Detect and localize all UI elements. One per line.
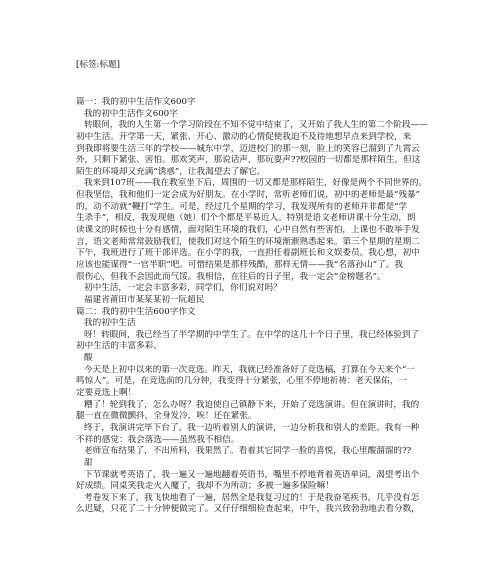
tag-label: [标签:标题] [76, 60, 120, 70]
text-line: 好成绩。同桌笑我走火入魔了，我却不为所动；多被一遍多保险嘛！ [76, 481, 334, 492]
text-line: 篇一：我的初中生活作文600字 [76, 97, 196, 107]
text-line: 定要竞选上啊！ [76, 388, 137, 399]
text-line: 到我即将要生活三年的学校——城东中学，迈进校门的那一刻，脸上的笑容已溜到了九霄云 [76, 143, 420, 154]
text-line: 的，动不动就“鞭打”学生。可是，经过几个星期的学习，我发现所有的老师并非都是“学 [76, 201, 408, 212]
text-line: 生杀手”，相反，我发现他（她）们个个都是平易近人。特别是语文老师讲课十分生动，朗 [76, 213, 416, 224]
text-line: 初中生活的丰富多彩。 [76, 341, 162, 352]
text-line: 转眼间，我的人生第一个学习阶段在不知不觉中结束了，又开始了我人生的第二个阶段—— [84, 120, 428, 131]
text-line: 下节课就考英语了，我一遍又一遍地翻着英语书，嘴里不停地背着英语单词，渴望考出个 [84, 469, 420, 480]
text-line: 老师宣布结果了，不出所料，我果然了。看着其它同学一脸的喜悦，我心里酸溜溜的?? [84, 446, 412, 457]
text-line: 我来到107班——我在教室坐下后，周围的一切又都是那样陌生，好像是两个不同世界的。 [84, 178, 427, 189]
text-line: 糟了！轮到我了，怎么办呀？我迫使自己镇静下来，开始了竞选演讲。但在演讲时，我的 [84, 399, 420, 410]
text-line: 应该也能谋得“一官半职”吧。可惜结果是那样残酷，那样无情——我“名落孙山”了。我 [76, 259, 403, 270]
text-line: 终于，我演讲完毕下台了。我一边听着别人的演讲，一边分析我和别人的差距。我有一种 [84, 422, 420, 433]
text-line: 呀！转眼间，我已经当了半学期的中学生了。在中学的这几十个日子里，我已经体验到了 [84, 329, 420, 340]
text-line: 鸣惊人”。可是，在竞选前的几分钟，我变得十分紧张，心里不停地祈祷：老天保佑，一 [76, 376, 407, 387]
text-line: 下午，我班进行了班干部评选。在小学的我，一直担任着副班长和文娱委员。我心想，初中 [76, 248, 420, 259]
text-line: 初中生活，一定会丰富多彩，同学们，你们说对吗？ [84, 283, 282, 294]
text-line: 我的初中生活 [84, 318, 136, 329]
text-line: 福建省莆田市某某某初一阮超民 [84, 294, 205, 305]
text-line: 今天是上初中以来的第一次竞选。昨天，我就已经准备好了竞选稿，打算在今天来个“一 [84, 364, 415, 375]
text-line: 陌生的环境却又充满“诱惑”，让我渴望去了解它。 [76, 166, 266, 177]
text-line: 么迟疑，只花了二十分钟便做完了。又仔仔细细检查起来，中午，我兴致勃勃地去看分数， [76, 504, 420, 515]
text-line: 考卷发下来了，我飞快地看了一遍，居然全是我复习过的！于是我奋笔疾书，几乎没有怎 [84, 492, 420, 503]
text-line: 言，语文老师常常鼓励我们，使我们对这个陌生的环境渐渐熟悉起来。第三个星期的星期二 [76, 236, 420, 247]
text-line: 酸 [84, 353, 93, 364]
text-line: 初中生活。开学第一天，紧张、开心、激动的心情促使我迫不及待地想早点来到学校，来 [76, 131, 412, 142]
text-line: 篇二：我的初中生活600字作文 [76, 306, 196, 317]
text-line: 很伤心，但我不会因此而气馁。我相信，在往后的日子里，我一定会“金榜题名”。 [76, 271, 386, 282]
text-line: 腿一直在微微颤抖，全身发冷，唉！还在紧张。 [76, 411, 257, 422]
document-body [76, 97, 434, 516]
text-line: 不祥的感觉：我会落选——虽然我不相信。 [76, 434, 240, 445]
text-line: 我的初中生活作文600字 [84, 108, 178, 119]
text-line: 读课文的时候也十分有感情，面对陌生环境的我们，心中自然有些害怕，上课也不敢举手发 [76, 225, 420, 236]
text-line: 甜 [84, 457, 93, 468]
text-line: 但我坚信，我和他们一定会成为好朋友。在小学时，常听老师们说，初中的老师是最“残暴” [76, 190, 420, 201]
text-line: 外，只剩下紧张、害怕。那欢笑声，那说话声，那玩耍声??校园的一切都是那样陌生，但这 [76, 155, 421, 166]
